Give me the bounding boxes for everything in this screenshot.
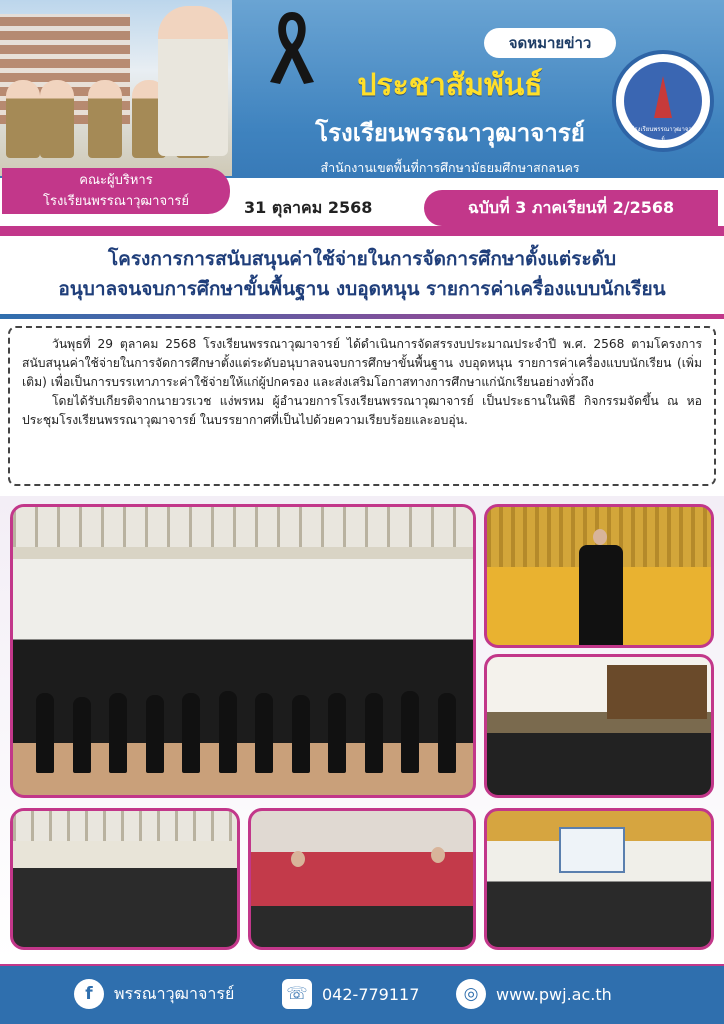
facebook-contact[interactable] — [74, 978, 234, 1010]
staff-figure — [401, 691, 419, 773]
staff-figure — [73, 697, 91, 773]
roof-truss — [13, 811, 237, 841]
administrator-figure — [6, 80, 40, 158]
stage-photo — [484, 654, 714, 798]
school-name: โรงเรียนพรรณาวุฒาจารย์ — [315, 119, 585, 147]
projector-screen — [559, 827, 625, 873]
staff-figure — [146, 695, 164, 773]
staff-figure — [36, 693, 54, 773]
staff-row — [27, 683, 465, 773]
headline-divider — [0, 314, 724, 319]
header-banner — [0, 0, 724, 236]
headline-line2: อนุบาลจนจบการศึกษาขั้นพื้นฐาน งบอุดหนุน รายการค่าเครื่องแบบนักเรียน — [58, 278, 666, 300]
logo-emblem — [624, 62, 702, 143]
staff-figure — [182, 693, 200, 773]
facebook-label: พรรณาวุฒาจารย์ — [114, 983, 235, 1003]
person-head — [431, 847, 445, 863]
logo-text: โรงเรียนพรรณาวุฒาจารย์ — [631, 126, 695, 143]
stage-backdrop — [607, 665, 707, 719]
website-contact[interactable] — [456, 978, 612, 1010]
speaker-head — [593, 529, 607, 545]
director-figure — [158, 6, 228, 156]
registration-photo — [248, 808, 476, 950]
administrator-figure — [88, 80, 122, 158]
title-block — [290, 62, 610, 178]
presentation-photo — [484, 808, 714, 950]
roof-truss — [13, 507, 473, 547]
speaker-photo — [484, 504, 714, 648]
phone-contact[interactable] — [282, 978, 419, 1010]
staff-figure — [365, 693, 383, 773]
headline — [0, 244, 724, 304]
staff-figure — [292, 695, 310, 773]
staff-figure — [219, 691, 237, 773]
article-paragraph: วันพุธที่ 29 ตุลาคม 2568 โรงเรียนพรรณาวุฒาจารย์ ได้ดำเนินการจัดสรรงบประมาณประจำปี พ.ศ. 2568 ตามโครงการสนับสนุนค่าใช้จ่ายในการจัดการศึกษาตั้งแต่ระดับอนุบาลจนจบการศึกษาขั้นพื้นฐาน งบอุดหนุน รายการค่าเครื่องแบบนักเรียน (เพิ่มเติม) เพื่อเป็นการบรรเทาภาระค่าใช้จ่ายให้แก่ผู้ปกครอง และส่งเสริมโอกาสทางการศึกษาแก่นักเรียนอย่างทั่วถึง — [22, 337, 702, 389]
area-office: สำนักงานเขตพื้นที่การศึกษามัธยมศึกษาสกลนคร — [320, 160, 580, 175]
admin-caption — [2, 168, 230, 214]
issue-date: 31 ตุลาคม 2568 — [244, 198, 373, 217]
phone-icon: ☏ — [282, 979, 312, 1009]
admin-caption-line1: คณะผู้บริหาร — [79, 173, 153, 188]
administrators-photo — [0, 0, 232, 176]
staff-figure — [255, 693, 273, 773]
issue-number: ฉบับที่ 3 ภาคเรียนที่ 2/2568 — [424, 190, 718, 226]
person-head — [291, 851, 305, 867]
school-logo — [612, 50, 714, 152]
administrator-figure — [40, 80, 74, 158]
header-divider — [0, 226, 724, 236]
phone-label: 042-779117 — [322, 984, 420, 1004]
facebook-icon: f — [74, 979, 104, 1009]
article-body — [8, 326, 716, 486]
tower-icon — [654, 76, 672, 118]
globe-icon: ◎ — [456, 979, 486, 1009]
speaker-figure — [579, 545, 623, 647]
staff-figure — [328, 693, 346, 773]
admin-caption-line2: โรงเรียนพรรณาวุฒาจารย์ — [43, 194, 189, 209]
website-label: www.pwj.ac.th — [496, 984, 612, 1004]
audience-photo — [10, 808, 240, 950]
group-photo-hall — [10, 504, 476, 798]
staff-figure — [109, 693, 127, 773]
article-paragraph: โดยได้รับเกียรติจากนายวรเวช แง่พรหม ผู้อำนวยการโรงเรียนพรรณาวุฒาจารย์ เป็นประธานในพิธี กิจกรรมจัดขึ้น ณ หอประชุมโรงเรียนพรรณาวุฒาจารย์ ในบรรยากาศที่เป็นไปด้วยความเรียบร้อยและอบอุ่น. — [22, 394, 702, 427]
newsletter-label: จดหมายข่าว — [484, 28, 616, 58]
page-title: ประชาสัมพันธ์ — [357, 68, 543, 103]
headline-line1: โครงการการสนับสนุนค่าใช้จ่ายในการจัดการศึกษาตั้งแต่ระดับ — [107, 248, 617, 270]
staff-figure — [438, 693, 456, 773]
